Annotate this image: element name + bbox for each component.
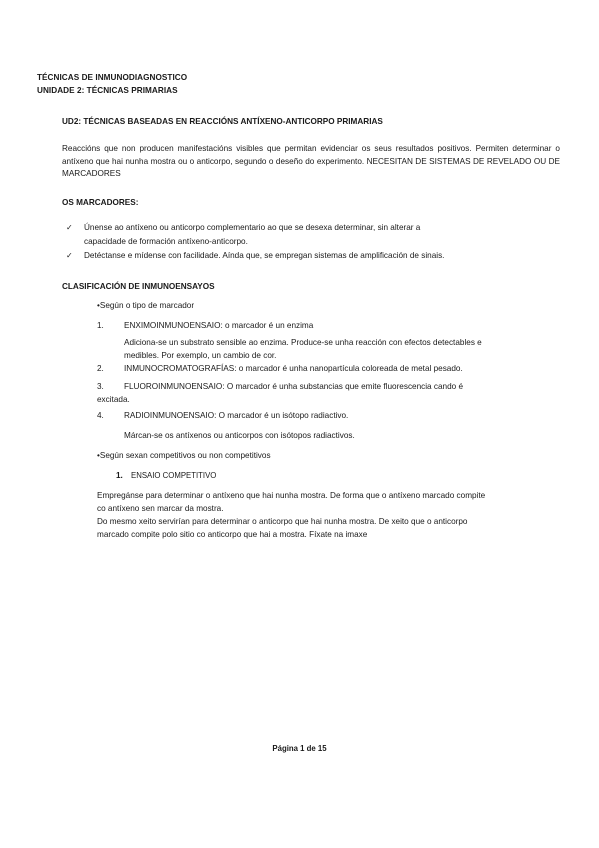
list-item xyxy=(124,363,463,374)
list-item xyxy=(124,410,348,421)
marker-item-1-line2: capacidade de formación antíxeno-anticorpo. xyxy=(84,237,248,246)
by-marker-subheading: •Según o tipo de marcador xyxy=(97,301,195,310)
competitive-para1-line1: Empregánse para determinar o antíxeno que hai nunha mostra. De forma que o antíxeno marcado compite xyxy=(97,491,486,500)
enzyme-note-line1: Adiciona-se un substrato sensible ao enzima. Produce-se unha reacción con efectos detectables e xyxy=(124,338,482,347)
markers-heading: OS MARCADORES: xyxy=(62,198,139,207)
competitive-para2-line2: marcado compite polo sitio co anticorpo que hai a mostra. Fíxate na imaxe xyxy=(97,530,368,539)
enzyme-note-line2: medibles. Por exemplo, un cambio de cor. xyxy=(124,351,277,360)
section-title: UD2: TÉCNICAS BASEADAS EN REACCIÓNS ANTÍXENO-ANTICORPO PRIMARIAS xyxy=(62,117,383,126)
marker-type-desc: : O marcador é unha substancias que emite fluorescencia cando é xyxy=(222,382,464,391)
fluoro-continuation: excitada. xyxy=(97,395,130,404)
list-number: 3. xyxy=(97,382,104,391)
checkmark-icon: ✓ xyxy=(66,251,73,260)
competitive-para2-line1: Do mesmo xeito servirían para determinar o anticorpo que hai nunha mostra. De xeito que o anticorpo xyxy=(97,517,468,526)
radio-note: Márcan-se os antíxenos ou anticorpos con isótopos radiactivos. xyxy=(124,431,355,440)
marker-item-1-line1: Únense ao antíxeno ou anticorpo complementario ao que se desexa determinar, sin alterar a xyxy=(84,223,421,232)
marker-type-desc: : O marcador é un isótopo radiactivo. xyxy=(214,411,349,420)
classification-heading: CLASIFICACIÓN DE INMUNOENSAYOS xyxy=(62,282,215,291)
list-number: 2. xyxy=(97,364,104,373)
marker-type-name: FLUOROINMUNOENSAIO xyxy=(124,382,223,391)
checkmark-icon: ✓ xyxy=(66,223,73,232)
list-number: 1. xyxy=(116,471,123,480)
list-item xyxy=(124,381,463,392)
intro-paragraph: Reaccións que non producen manifestacións visibles que permitan evidenciar os seus resultados positivos. Permiten determinar o antíxeno que hai nunha mostra ou o anticorpo, segundo o deseño do experimento. NECESITAN DE SISTEMAS DE REVELADO OU DE MARCADORES xyxy=(62,144,560,179)
document-header-unit: UNIDADE 2: TÉCNICAS PRIMARIAS xyxy=(37,86,178,95)
marker-type-desc: : o marcador é unha nanopartícula coloreada de metal pesado. xyxy=(234,364,463,373)
marker-item-2: Detéctanse e mídense con facilidade. Aínda que, se empregan sistemas de amplificación de sinais. xyxy=(84,251,445,260)
by-competition-subheading: •Según sexan competitivos ou non competitivos xyxy=(97,451,271,460)
marker-type-desc: : o marcador é un enzima xyxy=(220,321,314,330)
competitive-title: ENSAIO COMPETITIVO xyxy=(131,471,217,480)
marker-type-name: RADIOINMUNOENSAIO xyxy=(124,411,215,420)
document-header-title: TÉCNICAS DE INMUNODIAGNOSTICO xyxy=(37,73,188,82)
list-number: 4. xyxy=(97,411,104,420)
marker-type-name: INMUNOCROMATOGRAFÍAS xyxy=(124,364,235,373)
list-number: 1. xyxy=(97,321,104,330)
list-item xyxy=(124,320,313,331)
competitive-para1-line2: co antíxeno sen marcar da mostra. xyxy=(97,504,224,513)
marker-type-name: ENXIMOINMUNOENSAIO xyxy=(124,321,221,330)
page-number: Página 1 de 15 xyxy=(272,744,327,753)
